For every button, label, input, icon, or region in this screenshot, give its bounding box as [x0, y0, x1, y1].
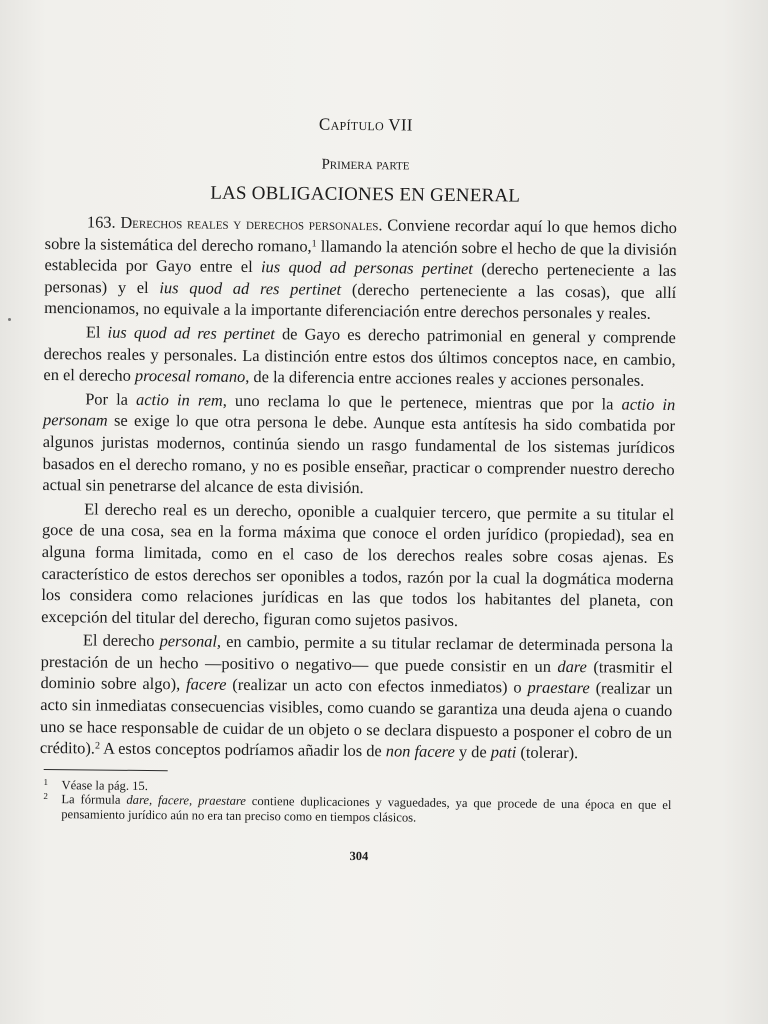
- paragraph-3: [42, 388, 675, 502]
- footnote-2: [39, 792, 671, 827]
- footnote-divider: [44, 769, 168, 771]
- latin-term: dare, facere, praestare: [126, 793, 246, 809]
- latin-term: ius quod ad personas pertinet: [260, 257, 474, 279]
- text: contiene duplicaciones y vaguedades, ya que procede de una época en que el pensamiento jurídico aún no era tan preciso como en tiempos clásicos.: [61, 794, 672, 825]
- paragraph-5: [40, 629, 673, 765]
- text: , de la diferencia entre acciones reales y acciones personales.: [245, 367, 645, 390]
- footnote-ref: 1: [311, 238, 317, 250]
- text: en cambio, permite a su titular reclamar de determinada persona la prestación de un hecho —positivo o negativo— que puede consistir en un: [40, 631, 673, 676]
- latin-term: ius quod ad res pertinet: [159, 277, 342, 299]
- text: (realizar un acto con efectos inmediatos) o: [226, 675, 528, 698]
- text: (trasmitir el dominio sobre algo),: [40, 657, 673, 694]
- section-heading: Derechos reales y derechos personales.: [120, 212, 383, 235]
- section-title: LAS OBLIGACIONES EN GENERAL: [210, 182, 521, 207]
- latin-term: actio in rem: [136, 389, 223, 410]
- latin-term: ius quod ad res pertinet: [107, 322, 275, 344]
- text: La fórmula: [61, 792, 127, 808]
- part-heading: Primera parte: [321, 156, 410, 174]
- text: A estos conceptos podríamos añadir los de: [99, 738, 386, 761]
- text: de Gayo es derecho patrimonial en general y comprende derechos reales y personales. La distinción entre estos dos últimos conceptos nace, en cambio, en el derecho: [43, 324, 676, 386]
- text: (derecho perteneciente a las cosas), que allí mencionamos, no equivale a la importante diferenciación entre derechos personales y reales.: [44, 279, 677, 324]
- text: llamando la atención sobre el hecho de que la división establecida por Gayo entre el: [44, 236, 677, 277]
- emphasis: personal,: [159, 631, 222, 651]
- footnote-text: Véase la pág. 15.: [61, 778, 148, 793]
- text: (tolerar).: [516, 742, 579, 763]
- text: (derecho perteneciente a las personas) y el: [44, 259, 677, 297]
- text: y de: [454, 742, 491, 762]
- text: Conviene recordar aquí lo que hemos dicho sobre la sistemática del derecho romano,: [44, 215, 678, 256]
- page-content: [39, 112, 678, 867]
- paragraph-1: [44, 211, 677, 325]
- text: Por la: [85, 389, 137, 409]
- page-number: 304: [349, 848, 369, 863]
- latin-term: facere: [186, 674, 227, 695]
- paragraph-4: El derecho real es un derecho, oponible a cualquier tercero, que permite a su titular el goce de una cosa, sea en la forma máxima que conoce el orden jurídico (propiedad), sea en alguna forma limitada, como en el caso de los derechos reales sobre cosas ajenas. Es característico de estos derechos ser oponibles a todos, razón por la cual la dogmática moderna los considera como relaciones jurídicas en las que todos los habitantes del planeta, con excepción del titular del derecho, figuran como sujetos pasivos.: [41, 499, 675, 630]
- paragraph-2: [43, 321, 676, 392]
- text: El derecho: [82, 630, 160, 651]
- latin-term: actio in personam: [42, 394, 676, 430]
- section-number: 163.: [86, 212, 116, 232]
- latin-term: non facere: [385, 741, 455, 762]
- latin-term: praestare: [527, 678, 590, 698]
- chapter-heading: Capítulo VII: [318, 114, 413, 135]
- footnote-ref: 2: [94, 740, 101, 752]
- text: El: [85, 322, 108, 342]
- latin-term: pati: [490, 742, 517, 762]
- scan-speck: [8, 318, 11, 321]
- text: , uno reclama lo que le pertenece, mientras que por la: [222, 390, 622, 414]
- footnote-mark: 1: [43, 776, 49, 787]
- footnote-mark: 2: [43, 791, 48, 802]
- text: se exige lo que otra persona le debe. Aunque esta antítesis ha sido combatida por algunos juristas modernos, continúa siendo un rasgo fundamental de los sistemas jurídicos basados en el derecho romano, y no es posible enseñar, practicar o comprender nuestro derecho actual sin penetrarse del alcance de esta división.: [42, 410, 676, 498]
- text: (realizar un acto sin inmediatas consecuencias visibles, como cuando se garantiza una deuda ajena o cuando uno se hace responsable de cuidar de un objeto o se declara dispuesto a posponer el cobro de un crédito).: [39, 678, 673, 758]
- latin-term: dare: [557, 656, 587, 677]
- emphasis: procesal romano: [134, 366, 246, 387]
